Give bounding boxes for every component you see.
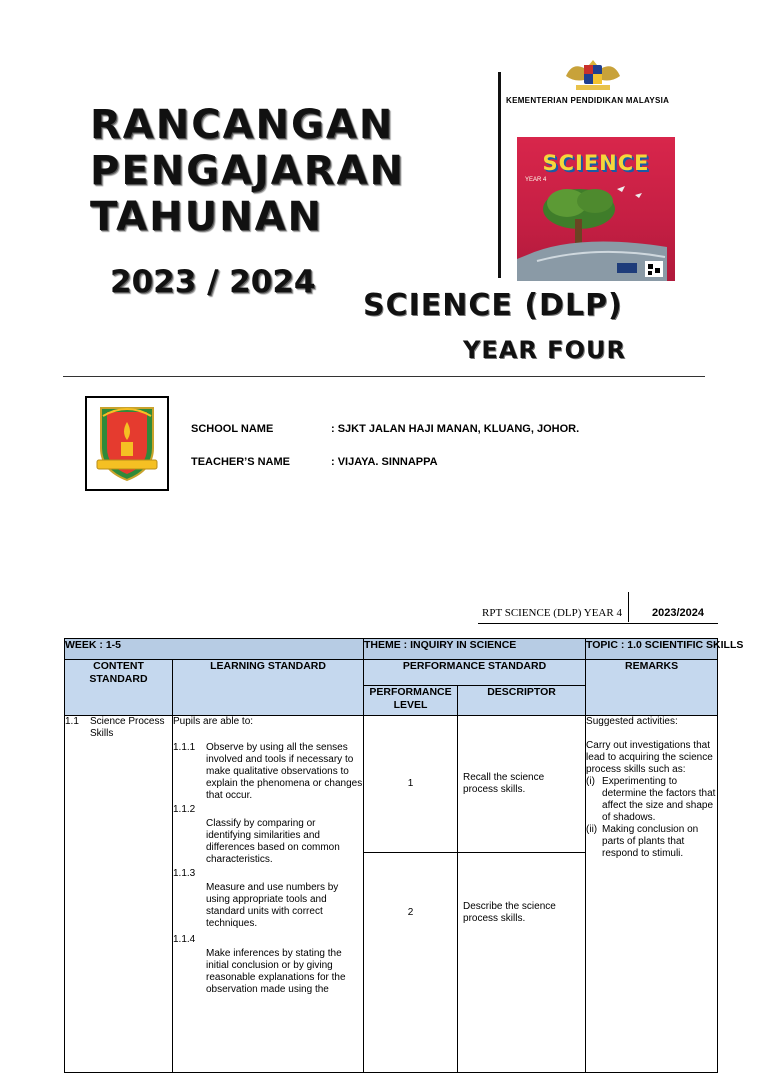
week-theme-row: [65, 639, 718, 660]
page-header-document: RPT SCIENCE (DLP) YEAR 4: [482, 607, 622, 619]
learning-item-text: Classify by comparing or identifying similarities and differences based on common characteristics.: [206, 818, 340, 865]
list-item: [173, 742, 363, 802]
textbook-subtitle: YEAR 4: [525, 177, 547, 183]
learning-intro: Pupils are able to:: [173, 716, 254, 727]
learning-item-text: Observe by using all the senses involved and tools if necessary to make qualitative observations to explain the phenomena or changes that occur.: [206, 742, 363, 801]
lesson-plan-table: [64, 638, 744, 1073]
learning-item-text: Make inferences by stating the initial conclusion or by giving reasonable explanations for the observation made using the: [206, 948, 346, 995]
ministry-crest-icon: [562, 58, 624, 92]
table-row: [65, 716, 718, 853]
performance-level-cell: 2: [364, 853, 458, 1073]
list-item: [586, 824, 717, 860]
topic-cell: TOPIC : 1.0 SCIENTIFIC SKILLS: [586, 639, 718, 660]
remark-item-number: (ii): [586, 824, 598, 835]
teacher-name-label: TEACHER’S NAME: [191, 456, 291, 468]
year-range: 2023 / 2024: [110, 264, 316, 300]
remarks-heading: Suggested activities:: [586, 716, 678, 727]
learning-item-number: 1.1.3: [173, 868, 196, 879]
remark-item-number: (i): [586, 776, 595, 787]
learning-standard-cell: [173, 716, 364, 1073]
subject-title: SCIENCE (DLP): [363, 288, 623, 323]
title-line: TAHUNAN: [90, 194, 324, 240]
content-standard-text: Science Process Skills: [90, 716, 165, 739]
document-title: [90, 102, 405, 240]
title-line: PENGAJARAN: [90, 148, 405, 194]
header-row: [65, 660, 718, 686]
learning-standard-header: LEARNING STANDARD: [173, 660, 364, 716]
learning-item-number: 1.1.2: [173, 804, 196, 815]
title-line: RANCANGAN: [90, 102, 395, 148]
school-name-label: SCHOOL NAME: [191, 423, 274, 435]
performance-level-header: PERFORMANCE LEVEL: [364, 686, 458, 716]
remarks-cell: [586, 716, 718, 1073]
header-divider: [628, 592, 629, 622]
page-header-year: 2023/2024: [652, 607, 704, 619]
descriptor-cell: Recall the science process skills.: [458, 716, 586, 853]
remark-item-text: Making conclusion on parts of plants that respond to stimuli.: [602, 824, 699, 859]
content-standard-cell: [65, 716, 173, 1073]
section-divider: [63, 376, 705, 377]
school-name-value: : SJKT JALAN HAJI MANAN, KLUANG, JOHOR.: [331, 423, 580, 435]
remark-item-text: Experimenting to determine the factors that affect the size and shape of shadows.: [602, 776, 716, 823]
learning-item-text: Measure and use numbers by using appropriate tools and standard units with correct techniques.: [206, 882, 339, 929]
textbook-title: SCIENCE: [542, 151, 650, 175]
content-standard-header: CONTENT STANDARD: [65, 660, 173, 716]
descriptor-cell: Describe the science process skills.: [458, 853, 586, 1073]
week-cell: WEEK : 1-5: [65, 639, 364, 660]
vertical-divider: [498, 72, 501, 278]
performance-level-cell: 1: [364, 716, 458, 853]
descriptor-header: DESCRIPTOR: [458, 686, 586, 716]
performance-standard-header: PERFORMANCE STANDARD: [364, 660, 586, 686]
list-item: [586, 776, 717, 824]
header-underline: [478, 623, 718, 624]
tree-illustration-icon: [517, 137, 675, 281]
content-standard-number: 1.1: [65, 716, 79, 727]
theme-cell: THEME : INQUIRY IN SCIENCE: [364, 639, 586, 660]
textbook-cover-image: [517, 137, 675, 281]
teacher-name-value: : VIJAYA. SINNAPPA: [331, 456, 438, 468]
remarks-header: REMARKS: [586, 660, 718, 716]
school-logo-frame: [85, 396, 169, 491]
school-logo-icon: [87, 398, 167, 489]
learning-item-number: 1.1.4: [173, 934, 196, 945]
learning-item-number: 1.1.1: [173, 742, 196, 753]
remarks-intro: Carry out investigations that lead to acquiring the science process skills such as:: [586, 740, 713, 775]
year-level: YEAR FOUR: [463, 336, 626, 364]
ministry-name: KEMENTERIAN PENDIDIKAN MALAYSIA: [506, 96, 670, 105]
